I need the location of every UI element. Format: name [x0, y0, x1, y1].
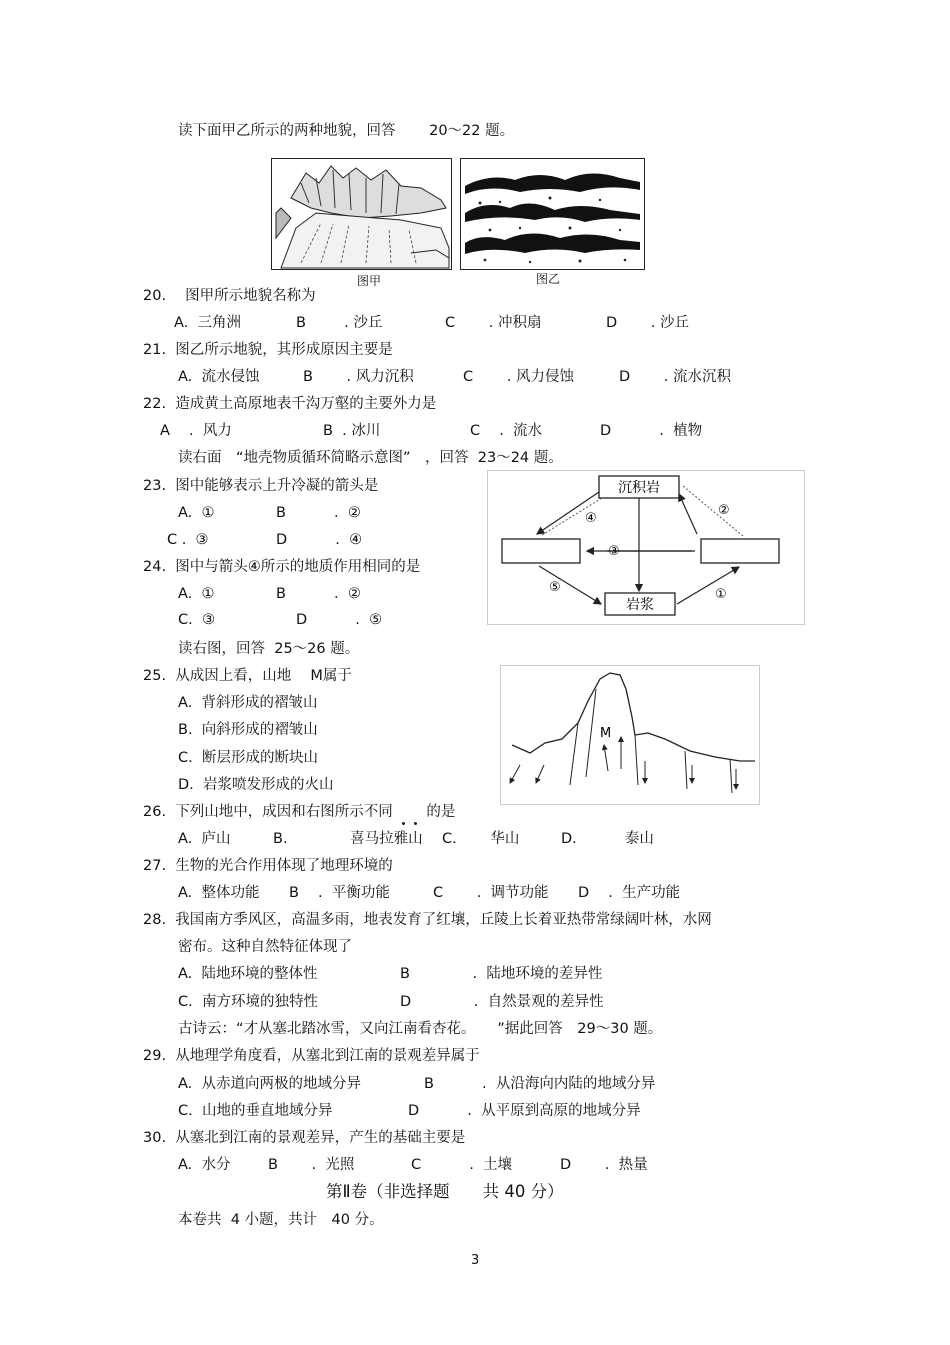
- q27-stem: 27. 生物的光合作用体现了地理环境的: [143, 858, 393, 874]
- alluvial-fan-sketch: [271, 158, 452, 270]
- q27-option-c: C . 调节功能: [433, 885, 549, 901]
- q22-stem: 22. 造成黄土高原地表千沟万壑的主要外力是: [143, 396, 437, 412]
- landform-figure-yi: [460, 158, 645, 270]
- emphasis-dot: [414, 822, 417, 825]
- q21-option-b: B . 风力沉积: [303, 369, 414, 385]
- q26-stem: 26. 下列山地中，成因和右图所示不同 的是: [143, 804, 456, 820]
- q29-option-d: D . 从平原到高原的地域分异: [408, 1103, 641, 1119]
- q30-option-a: A. 水分: [178, 1157, 231, 1173]
- q27-option-a: A. 整体功能: [178, 885, 260, 901]
- q28-stem-line1: 28. 我国南方季风区，高温多雨，地表发育了红壤，丘陵上长着亚热带常绿阔叶林，水网: [143, 912, 712, 928]
- arrow-3-label: ③: [608, 544, 620, 559]
- q23-option-b: B . ②: [276, 505, 361, 521]
- figure-jia-caption: 图甲: [357, 274, 382, 288]
- q25-option-a: A. 背斜形成的褶皱山: [178, 695, 318, 711]
- fault-block-mountain-diagram: [500, 665, 760, 805]
- q25-option-d: D. 岩浆喷发形成的火山: [178, 777, 334, 793]
- mountain-m-label: M: [600, 726, 612, 741]
- q29-stem: 29. 从地理学角度看，从塞北到江南的景观差异属于: [143, 1048, 480, 1064]
- q21-option-c: C . 风力侵蚀: [463, 369, 574, 385]
- q21-option-a: A. 流水侵蚀: [178, 369, 260, 385]
- q24-option-b: B . ②: [276, 586, 361, 602]
- q24-option-a: A. ①: [178, 586, 215, 602]
- q28-option-b: B . 陆地环境的差异性: [400, 966, 603, 982]
- q23-stem: 23. 图中能够表示上升冷凝的箭头是: [143, 478, 379, 494]
- part2-title: 第Ⅱ卷（非选择题 共 40 分）: [326, 1182, 564, 1201]
- intro-q29-30: 古诗云：“才从塞北踏冰雪，又向江南看杏花。 ”据此回答 29～30 题。: [178, 1021, 663, 1037]
- rock-cycle-svg: [487, 470, 805, 625]
- q27-option-b: B . 平衡功能: [289, 885, 390, 901]
- q29-option-b: B . 从沿海向内陆的地域分异: [424, 1076, 656, 1092]
- emphasis-dot: [402, 822, 405, 825]
- q20-stem: 20. 图甲所示地貌名称为: [143, 288, 316, 304]
- q21-stem: 21. 图乙所示地貌，其形成原因主要是: [143, 342, 393, 358]
- sedimentary-rock-label: 沉积岩: [618, 480, 660, 496]
- q28-option-d: D . 自然景观的差异性: [400, 994, 604, 1010]
- q23-option-c: C . ③: [167, 532, 209, 548]
- q28-stem-line2: 密布。这种自然特征体现了: [178, 939, 352, 955]
- q24-option-d: D . ⑤: [296, 612, 383, 628]
- intro-q20-22: 读下面甲乙所示的两种地貌，回答 20～22 题。: [178, 123, 515, 139]
- q25-option-c: C. 断层形成的断块山: [178, 750, 318, 766]
- arrow-4-label: ④: [585, 511, 597, 526]
- q29-option-a: A. 从赤道向两极的地域分异: [178, 1076, 361, 1092]
- q28-option-c: C. 南方环境的独特性: [178, 994, 318, 1010]
- q24-option-c: C. ③: [178, 612, 215, 628]
- q30-option-c: C . 土壤: [411, 1157, 513, 1173]
- q28-option-a: A. 陆地环境的整体性: [178, 966, 318, 982]
- q22-option-b: B . 冰川: [323, 423, 381, 439]
- arrow-2-label: ②: [718, 503, 730, 518]
- q25-stem: 25. 从成因上看，山地 M属于: [143, 668, 352, 684]
- arrow-5-label: ⑤: [549, 580, 561, 595]
- left-blank-box: [502, 539, 580, 563]
- q26-option-d: D. 泰山: [561, 831, 654, 847]
- q20-option-c: C . 冲积扇: [445, 315, 542, 331]
- landform-figure-jia: [271, 158, 452, 270]
- intro-q25-26: 读右图，回答 25～26 题。: [178, 641, 360, 657]
- q20-option-b: B . 沙丘: [296, 315, 383, 331]
- q22-option-c: C . 流水: [470, 423, 543, 439]
- arrow-1-label: ①: [715, 587, 727, 602]
- rock-cycle-diagram: [487, 470, 805, 625]
- q30-option-b: B . 光照: [268, 1157, 355, 1173]
- figure-yi-caption: 图乙: [536, 272, 561, 286]
- q23-option-d: D . ④: [276, 532, 363, 548]
- intro-q23-24: 读右面 “地壳物质循环简略示意图” ，回答 23～24 题。: [178, 450, 563, 466]
- sand-dunes-sketch: [460, 158, 645, 270]
- q29-option-c: C. 山地的垂直地域分异: [178, 1103, 333, 1119]
- q26-option-c: C. 华山: [442, 831, 520, 847]
- q24-stem: 24. 图中与箭头④所示的地质作用相同的是: [143, 559, 421, 575]
- q30-stem: 30. 从塞北到江南的景观差异，产生的基础主要是: [143, 1130, 466, 1146]
- q20-option-a: A. 三角洲: [174, 315, 241, 331]
- q26-option-b: B. 喜马拉雅山: [273, 831, 423, 847]
- q20-option-d: D . 沙丘: [606, 315, 689, 331]
- q26-option-a: A. 庐山: [178, 831, 231, 847]
- q27-option-d: D . 生产功能: [578, 885, 681, 901]
- page-number: 3: [471, 1253, 480, 1268]
- magma-label: 岩浆: [626, 597, 654, 613]
- mountain-svg: [500, 665, 760, 805]
- q23-option-a: A. ①: [178, 505, 215, 521]
- q21-option-d: D . 流水沉积: [619, 369, 731, 385]
- right-blank-box: [701, 539, 779, 563]
- q22-option-d: D . 植物: [600, 423, 703, 439]
- q22-option-a: A . 风力: [160, 423, 232, 439]
- q30-option-d: D . 热量: [560, 1157, 648, 1173]
- part2-note: 本卷共 4 小题，共计 40 分。: [178, 1212, 384, 1228]
- q25-option-b: B. 向斜形成的褶皱山: [178, 722, 318, 738]
